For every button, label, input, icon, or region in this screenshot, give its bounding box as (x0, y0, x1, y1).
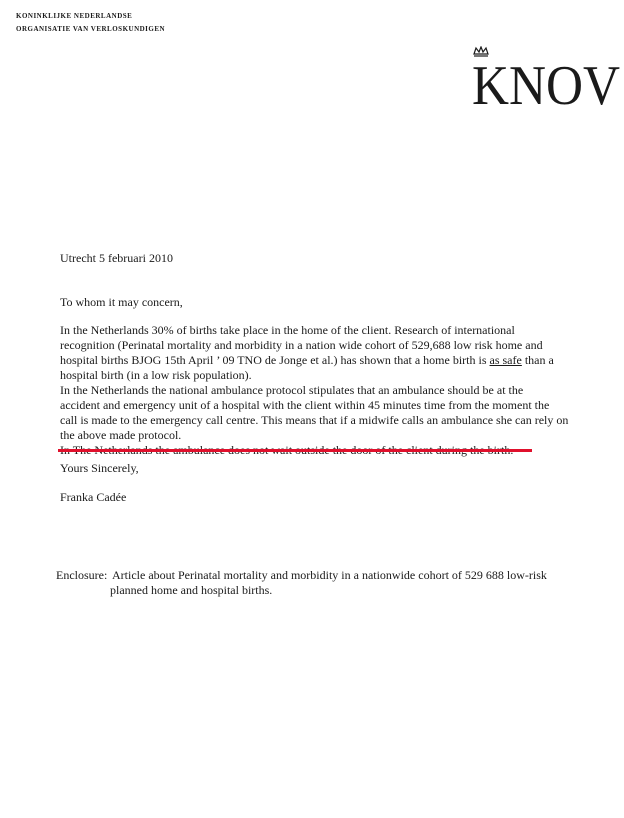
letter-body (60, 323, 590, 458)
body-text: hospital births BJOG 15th April ’ 09 TNO de Jonge et al.) has shown that a home birth is (60, 353, 490, 367)
enclosure-line: planned home and hospital births. (110, 583, 273, 597)
logo-wordmark: KNOV (472, 55, 620, 112)
enclosure-label: Enclosure: (56, 568, 108, 582)
body-text: than a (521, 353, 554, 367)
body-line (60, 353, 590, 368)
closing: Yours Sincerely, (60, 461, 139, 475)
enclosure-line: Article about Perinatal mortality and morbidity in a nationwide cohort of 529 688 low-risk (112, 568, 547, 582)
body-line: In the Netherlands 30% of births take place in the home of the client. Research of international (60, 323, 515, 337)
red-highlight-underline (58, 449, 532, 452)
body-line: recognition (Perinatal mortality and morbidity in a nation wide cohort of 529,688 low risk home and (60, 338, 543, 352)
knov-logo (470, 46, 622, 112)
body-line: hospital birth (in a low risk population). (60, 368, 252, 382)
underlined-phrase: as safe (489, 353, 522, 367)
organisation-name (16, 10, 165, 36)
body-line: call is made to the emergency call centre. This means that if a midwife calls an ambulance she can rely on (60, 413, 569, 427)
body-line: accident and emergency unit of a hospital with the client within 45 minutes time from the moment the (60, 398, 550, 412)
enclosure-description (110, 568, 576, 598)
salutation: To whom it may concern, (60, 295, 183, 309)
dateline: Utrecht 5 februari 2010 (60, 251, 173, 265)
signer-name: Franka Cadée (60, 490, 127, 504)
body-line: the above made protocol. (60, 428, 182, 442)
body-line: In the Netherlands the national ambulance protocol stipulates that an ambulance should be at the (60, 383, 524, 397)
org-line-2: ORGANISATIE VAN VERLOSKUNDIGEN (16, 25, 166, 33)
org-line-1: KONINKLIJKE NEDERLANDSE (16, 12, 133, 20)
